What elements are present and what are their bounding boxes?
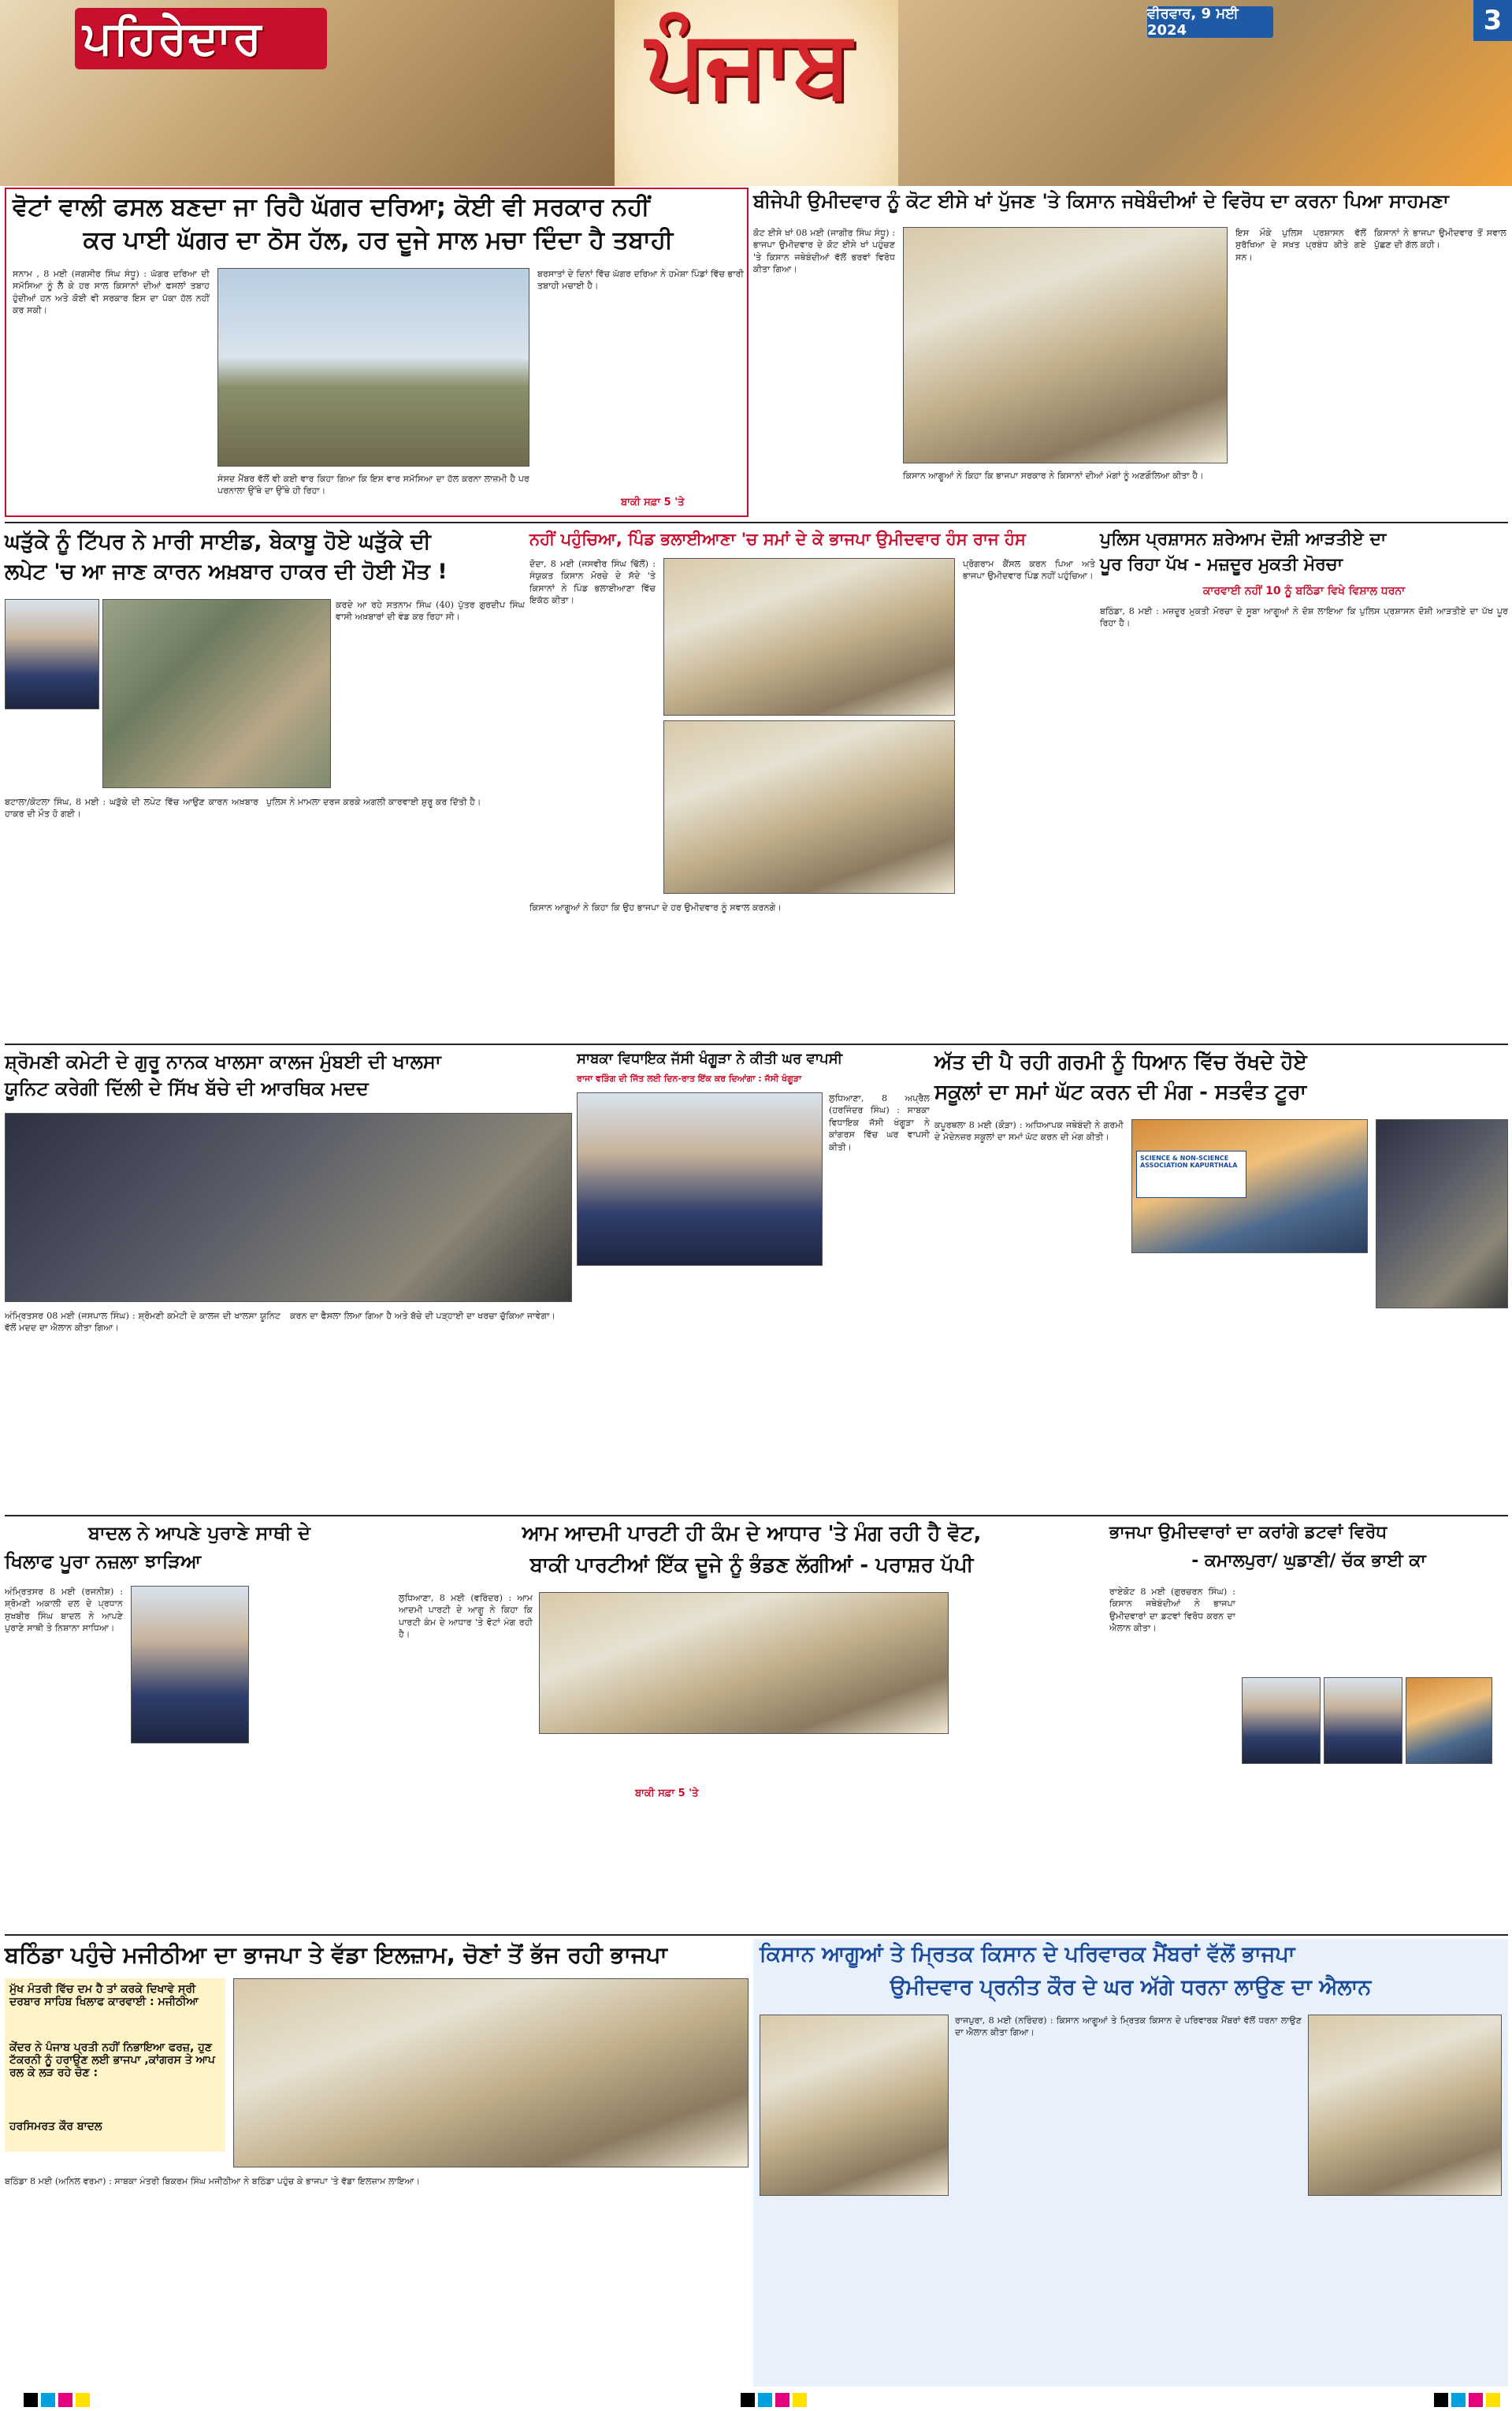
aap-photo <box>539 1592 949 1734</box>
majithia-highlights-box <box>5 1978 225 2152</box>
majithia-body: ਬਠਿੰਡਾ 8 ਮਈ (ਅਨਿਲ ਵਰਮਾ) : ਸਾਬਕਾ ਮੰਤਰੀ ਬਿਕਰਮ ਸਿੰਘ ਮਜੀਠੀਆ ਨੇ ਬਠਿੰਡਾ ਪਹੁੰਚ ਕੇ ਭਾਜਪਾ 'ਤੇ ਵੱਡਾ ਇਲਜ਼ਾਮ ਲਾਇਆ। <box>5 2176 421 2186</box>
hawker-accident-photo <box>102 599 331 788</box>
khangura-subline: ਰਾਜਾ ਵੜਿੰਗ ਦੀ ਜਿੱਤ ਲਈ ਦਿਨ-ਰਾਤ ਇੱਕ ਕਰ ਦਿਆਂਗਾ : ਜੱਸੀ ਖੰਗੂੜਾ <box>577 1073 802 1084</box>
majithia-article <box>5 1939 749 2387</box>
registration-swatch-yellow <box>76 2393 90 2407</box>
preneet-body: ਰਾਜਪੁਰਾ, 8 ਮਈ (ਨਰਿੰਦਰ) : ਕਿਸਾਨ ਆਗੂਆਂ ਤੇ ਮ੍ਰਿਤਕ ਕਿਸਾਨ ਦੇ ਪਰਿਵਾਰਕ ਮੈਂਬਰਾਂ ਵੱਲੋਂ ਧਰਨਾ ਲਾਉਣ ਦਾ ਐਲਾਨ ਕੀਤਾ ਗਿਆ। <box>955 2015 1302 2038</box>
ghaggar-headline-2: ਕਰ ਪਾਈ ਘੱਗਰ ਦਾ ਠੋਸ ਹੱਲ, ਹਰ ਦੂਜੇ ਸਾਲ ਮਚਾ ਦਿੰਦਾ ਹੈ ਤਬਾਹੀ <box>83 226 674 255</box>
registration-swatch-black <box>1434 2393 1448 2407</box>
masthead <box>0 0 1512 186</box>
bjp-protest-photo <box>903 227 1228 463</box>
registration-swatch-magenta <box>775 2393 789 2407</box>
aap-continued: ਬਾਕੀ ਸਫ਼ਾ 5 'ਤੇ <box>635 1788 699 1799</box>
schools-headline-2: ਸਕੂਲਾਂ ਦਾ ਸਮਾਂ ਘੱਟ ਕਰਨ ਦੀ ਮੰਗ - ਸਤਵੰਤ ਟੂਰਾ <box>934 1081 1307 1104</box>
bjp-protest-body-col-2: ਕਿਸਾਨ ਆਗੂਆਂ ਨੇ ਕਿਹਾ ਕਿ ਭਾਜਪਾ ਸਰਕਾਰ ਨੇ ਕਿਸਾਨਾਂ ਦੀਆਂ ਮੰਗਾਂ ਨੂੰ ਅਣਗੌਲਿਆ ਕੀਤਾ ਹੈ। <box>903 471 1204 481</box>
police-body: ਬਠਿੰਡਾ, 8 ਮਈ : ਮਜ਼ਦੂਰ ਮੁਕਤੀ ਮੋਰਚਾ ਦੇ ਸੂਬਾ ਆਗੂਆਂ ਨੇ ਦੋਸ਼ ਲਾਇਆ ਕਿ ਪੁਲਿਸ ਪ੍ਰਸ਼ਾਸਨ ਦੋਸ਼ੀ ਆੜਤੀਏ ਦਾ ਪੱਖ ਪੂਰ ਰਿਹਾ ਹੈ। <box>1100 606 1508 629</box>
hawker-headline-2: ਲਪੇਟ 'ਚ ਆ ਜਾਣ ਕਾਰਨ ਅਖ਼ਬਾਰ ਹਾਕਰ ਦੀ ਹੋਈ ਮੌਤ ! <box>5 560 448 584</box>
registration-swatch-black <box>24 2393 38 2407</box>
ghaggar-continued: ਬਾਕੀ ਸਫ਼ਾ 5 'ਤੇ <box>621 497 685 508</box>
khalsa-headline-1: ਸ਼੍ਰੋਮਣੀ ਕਮੇਟੀ ਦੇ ਗੁਰੂ ਨਾਨਕ ਖਾਲਸਾ ਕਾਲਜ ਮੁੰਬਈ ਦੀ ਖਾਲਸਾ <box>5 1051 441 1073</box>
schools-portrait <box>1376 1119 1508 1308</box>
bjp-protest-body-col-3: ਇਸ ਮੌਕੇ ਪੁਲਿਸ ਪ੍ਰਸ਼ਾਸਨ ਵੱਲੋਂ ਸੁਰੱਖਿਆ ਦੇ ਸਖ਼ਤ ਪ੍ਰਬੰਧ ਕੀਤੇ ਗਏ ਸਨ। <box>1235 228 1366 262</box>
majithia-photo <box>233 1978 749 2167</box>
khalsa-body-col-2: ਕਰਨ ਦਾ ਫੈਸਲਾ ਲਿਆ ਗਿਆ ਹੈ ਅਤੇ ਬੱਚੇ ਦੀ ਪੜ੍ਹਾਈ ਦਾ ਖਰਚਾ ਚੁੱਕਿਆ ਜਾਵੇਗਾ। <box>290 1311 556 1321</box>
badal-article <box>5 1520 394 1929</box>
hansraj-body-col-1: ਦੋਦਾ, 8 ਮਈ (ਜਸਵੀਰ ਸਿੰਘ ਢਿੱਲੋਂ) : ਸੰਯੁਕਤ ਕਿਸਾਨ ਮੋਰਚੇ ਦੇ ਸੱਦੇ 'ਤੇ ਕਿਸਾਨਾਂ ਨੇ ਪਿੰਡ ਭਲਾਈਆਣਾ ਵਿੱਚ ਇਕੱਠ ਕੀਤਾ। <box>529 559 656 606</box>
preneet-photo-1 <box>760 2015 949 2196</box>
registration-swatch-cyan <box>41 2393 55 2407</box>
divider <box>5 1934 1508 1936</box>
divider <box>5 1515 1508 1516</box>
registration-swatch-black <box>741 2393 755 2407</box>
ghaggar-article <box>5 188 749 517</box>
divider <box>5 1044 1508 1045</box>
police-article <box>1100 526 1508 1039</box>
khangura-photo <box>577 1092 823 1266</box>
registration-swatch-magenta <box>1469 2393 1483 2407</box>
badal-headline-2: ਖਿਲਾਫ ਪੂਰਾ ਨਜ਼ਲਾ ਝਾੜਿਆ <box>5 1550 202 1572</box>
page-number: 3 <box>1473 0 1512 41</box>
bku-headline-2: - ਕਮਾਲਪੁਰਾ/ ਘੁਡਾਣੀ/ ਚੱਕ ਭਾਈ ਕਾ <box>1191 1551 1426 1571</box>
bjp-protest-body-col-4: ਕਿਸਾਨਾਂ ਨੇ ਭਾਜਪਾ ਉਮੀਦਵਾਰ ਤੋਂ ਸਵਾਲ ਪੁੱਛਣ ਦੀ ਗੱਲ ਕਹੀ। <box>1374 228 1506 251</box>
schools-headline-1: ਅੱਤ ਦੀ ਪੈ ਰਹੀ ਗਰਮੀ ਨੂੰ ਧਿਆਨ ਵਿੱਚ ਰੱਖਦੇ ਹੋਏ <box>934 1051 1307 1074</box>
majithia-bullet-2: ਕੇਂਦਰ ਨੇ ਪੰਜਾਬ ਪ੍ਰਤੀ ਨਹੀਂ ਨਿਭਾਇਆ ਫਰਜ਼, ਹੁਣ ਟੱਕਰਨੀ ਨੂੰ ਹਰਾਉਣ ਲਈ ਭਾਜਪਾ ,ਕਾਂਗਰਸ ਤੇ ਆਪ ਰਲ ਕੇ ਲੜ ਰਹੇ ਚੋਣ : <box>9 2041 215 2080</box>
hansraj-body-col-2: ਪ੍ਰੋਗਰਾਮ ਕੈਂਸਲ ਕਰਨ ਪਿਆ ਅਤੇ ਭਾਜਪਾ ਉਮੀਦਵਾਰ ਪਿੰਡ ਨਹੀਂ ਪਹੁੰਚਿਆ। <box>963 559 1095 582</box>
hansraj-body-col-3: ਕਿਸਾਨ ਆਗੂਆਂ ਨੇ ਕਿਹਾ ਕਿ ਉਹ ਭਾਜਪਾ ਦੇ ਹਰ ਉਮੀਦਵਾਰ ਨੂੰ ਸਵਾਲ ਕਰਨਗੇ। <box>529 902 782 913</box>
ghaggar-river-photo <box>217 268 529 467</box>
bjp-protest-body-col-1: ਕੋਟ ਈਸੇ ਖਾਂ 08 ਮਈ (ਜਾਗੀਰ ਸਿੰਘ ਸੰਧੂ) : ਭਾਜਪਾ ਉਮੀਦਵਾਰ ਦੇ ਕੋਟ ਈਸੇ ਖਾਂ ਪਹੁੰਚਣ 'ਤੇ ਕਿਸਾਨ ਜਥੇਬੰਦੀਆਂ ਵੱਲੋਂ ਭਰਵਾਂ ਵਿਰੋਧ ਕੀਤਾ ਗਿਆ। <box>753 228 895 275</box>
preneet-headline-2: ਉਮੀਦਵਾਰ ਪ੍ਰਨੀਤ ਕੌਰ ਦੇ ਘਰ ਅੱਗੇ ਧਰਨਾ ਲਾਉਣ ਦਾ ਐਲਾਨ <box>890 1975 1372 2000</box>
aap-article <box>399 1520 1105 1929</box>
khangura-body-col-1: ਲੁਧਿਆਣਾ, 8 ਅਪ੍ਰੈਲ (ਹਰਜਿੰਦਰ ਸਿੰਘ) : ਸਾਬਕਾ ਵਿਧਾਇਕ ਜੱਸੀ ਖੰਗੂੜਾ ਨੇ ਕਾਂਗਰਸ ਵਿੱਚ ਘਰ ਵਾਪਸੀ ਕੀਤੀ। <box>829 1093 930 1152</box>
bjp-protest-article <box>753 188 1508 517</box>
registration-swatch-yellow <box>793 2393 807 2407</box>
issue-date: ਵੀਰਵਾਰ, 9 ਮਈ 2024 <box>1147 6 1273 38</box>
registration-swatch-magenta <box>58 2393 72 2407</box>
hansraj-article <box>529 526 1095 1039</box>
khalsa-body-col-1: ਅੰਮ੍ਰਿਤਸਰ 08 ਮਈ (ਜਸਪਾਲ ਸਿੰਘ) : ਸ਼੍ਰੋਮਣੀ ਕਮੇਟੀ ਦੇ ਕਾਲਜ ਦੀ ਖਾਲਸਾ ਯੂਨਿਟ ਵੱਲੋਂ ਮਦਦ ਦਾ ਐਲਾਨ ਕੀਤਾ ਗਿਆ। <box>5 1311 280 1334</box>
hansraj-photo-2 <box>663 720 955 894</box>
police-headline-2: ਪੂਰ ਰਿਹਾ ਪੱਖ - ਮਜ਼ਦੂਰ ਮੁਕਤੀ ਮੋਰਚਾ <box>1100 555 1343 575</box>
badal-body-col-1: ਅੰਮ੍ਰਿਤਸਰ 8 ਮਈ (ਰਜਨੀਸ਼) : ਸ਼੍ਰੋਮਣੀ ਅਕਾਲੀ ਦਲ ਦੇ ਪ੍ਰਧਾਨ ਸੁਖਬੀਰ ਸਿੰਘ ਬਾਦਲ ਨੇ ਆਪਣੇ ਪੁਰਾਣੇ ਸਾਥੀ ਤੇ ਨਿਸ਼ਾਨਾ ਸਾਧਿਆ। <box>5 1587 123 1634</box>
bjp-protest-headline: ਬੀਜੇਪੀ ਉਮੀਦਵਾਰ ਨੂੰ ਕੋਟ ਈਸੇ ਖਾਂ ਪੁੱਜਣ 'ਤੇ ਕਿਸਾਨ ਜਥੇਬੰਦੀਆਂ ਦੇ ਵਿਰੋਧ ਦਾ ਕਰਨਾ ਪਿਆ ਸਾਹਮਣਾ <box>753 190 1449 212</box>
registration-swatch-cyan <box>1451 2393 1466 2407</box>
police-subline: ਕਾਰਵਾਈ ਨਹੀਂ 10 ਨੂੰ ਬਠਿੰਡਾ ਵਿਖੇ ਵਿਸ਼ਾਲ ਧਰਨਾ <box>1202 585 1406 597</box>
bku-article <box>1109 1520 1508 1929</box>
hawker-article <box>5 526 525 1039</box>
registration-swatch-yellow <box>1486 2393 1500 2407</box>
hawker-headline-1: ਘੜੁੱਕੇ ਨੂੰ ਟਿੱਪਰ ਨੇ ਮਾਰੀ ਸਾਈਡ, ਬੇਕਾਬੂ ਹੋਏ ਘੜੁੱਕੇ ਦੀ <box>5 530 431 554</box>
ghaggar-body-col-3: ਬਰਸਾਤਾਂ ਦੇ ਦਿਨਾਂ ਵਿੱਚ ਘੱਗਰ ਦਰਿਆ ਨੇ ਹਮੇਸ਼ਾ ਪਿੰਡਾਂ ਵਿੱਚ ਭਾਰੀ ਤਬਾਹੀ ਮਚਾਈ ਹੈ। <box>537 269 744 292</box>
khangura-headline: ਸਾਬਕਾ ਵਿਧਾਇਕ ਜੱਸੀ ਖੰਗੂੜਾ ਨੇ ਕੀਤੀ ਘਰ ਵਾਪਸੀ <box>577 1051 842 1067</box>
divider <box>5 522 1508 523</box>
schools-banner: SCIENCE & NON-SCIENCE ASSOCIATION KAPURTHALA <box>1136 1151 1246 1198</box>
khangura-article <box>577 1048 930 1510</box>
badal-photo <box>131 1586 249 1743</box>
bku-body: ਰਾਏਕੋਟ 8 ਮਈ (ਗੁਰਚਰਨ ਸਿੰਘ) : ਕਿਸਾਨ ਜਥੇਬੰਦੀਆਂ ਨੇ ਭਾਜਪਾ ਉਮੀਦਵਾਰਾਂ ਦਾ ਡਟਵਾਂ ਵਿਰੋਧ ਕਰਨ ਦਾ ਐਲਾਨ ਕੀਤਾ। <box>1109 1587 1235 1634</box>
bku-headline-1: ਭਾਜਪਾ ਉਮੀਦਵਾਰਾਂ ਦਾ ਕਰਾਂਗੇ ਡਟਵਾਂ ਵਿਰੋਧ <box>1109 1523 1388 1542</box>
schools-body: ਕਪੂਰਥਲਾ 8 ਮਈ (ਕੌੜਾ) : ਅਧਿਆਪਕ ਜਥੇਬੰਦੀ ਨੇ ਗਰਮੀ ਦੇ ਮੱਦੇਨਜ਼ਰ ਸਕੂਲਾਂ ਦਾ ਸਮਾਂ ਘੱਟ ਕਰਨ ਦੀ ਮੰਗ ਕੀਤੀ। <box>934 1120 1124 1143</box>
badal-headline-1: ਬਾਦਲ ਨੇ ਆਪਣੇ ਪੁਰਾਣੇ ਸਾਥੀ ਦੇ <box>88 1522 310 1544</box>
section-title: ਪੰਜਾਬ <box>646 8 852 117</box>
khalsa-headline-2: ਯੂਨਿਟ ਕਰੇਗੀ ਦਿੱਲੀ ਦੇ ਸਿੱਖ ਬੱਚੇ ਦੀ ਆਰਥਿਕ ਮਦਦ <box>5 1077 369 1099</box>
khalsa-college-article <box>5 1048 572 1510</box>
majithia-headline: ਬਠਿੰਡਾ ਪਹੁੰਚੇ ਮਜੀਠੀਆ ਦਾ ਭਾਜਪਾ ਤੇ ਵੱਡਾ ਇਲਜ਼ਾਮ, ਚੋਣਾਂ ਤੋਂ ਭੱਜ ਰਹੀ ਭਾਜਪਾ <box>5 1941 667 1968</box>
hawker-victim-photo <box>5 599 99 709</box>
ghaggar-body-col-2: ਸੰਸਦ ਮੈਂਬਰ ਵੱਲੋਂ ਵੀ ਕਈ ਵਾਰ ਕਿਹਾ ਗਿਆ ਕਿ ਇਸ ਵਾਰ ਸਮੱਸਿਆ ਦਾ ਹੱਲ ਕਰਨਾ ਲਾਜ਼ਮੀ ਹੈ ਪਰ ਪਰਨਾਲਾ ਉੱਥੇ ਦਾ ਉੱਥੇ ਹੀ ਰਿਹਾ। <box>217 474 529 497</box>
print-registration-strip <box>0 2389 1512 2411</box>
majithia-bullet-1: ਮੁੱਖ ਮੰਤਰੀ ਵਿੱਚ ਦਮ ਹੈ ਤਾਂ ਕਰਕੇ ਦਿਖਾਵੇ ਸ੍ਰੀ ਦਰਬਾਰ ਸਾਹਿਬ ਖਿਲਾਫ ਕਾਰਵਾਈ : ਮਜੀਠੀਆ <box>9 1983 199 2009</box>
preneet-photo-2 <box>1308 2015 1502 2196</box>
hawker-body-col-3: ਪੁਲਿਸ ਨੇ ਮਾਮਲਾ ਦਰਜ ਕਰਕੇ ਅਗਲੀ ਕਾਰਵਾਈ ਸ਼ੁਰੂ ਕਰ ਦਿੱਤੀ ਹੈ। <box>266 797 481 807</box>
schools-article <box>934 1048 1508 1510</box>
aap-headline-2: ਬਾਕੀ ਪਾਰਟੀਆਂ ਇੱਕ ਦੂਜੇ ਨੂੰ ਭੰਡਣ ਲੱਗੀਆਂ - ਪਰਾਸ਼ਰ ਪੱਪੀ <box>529 1553 974 1577</box>
hawker-body-col-1: ਕਰਦੇ ਆ ਰਹੇ ਸਤਨਾਮ ਸਿੰਘ (40) ਪੁੱਤਰ ਗੁਰਦੀਪ ਸਿੰਘ ਵਾਸੀ ਅਖ਼ਬਾਰਾਂ ਦੀ ਵੰਡ ਕਰ ਰਿਹਾ ਸੀ। <box>336 600 525 623</box>
registration-swatch-cyan <box>758 2393 772 2407</box>
ghaggar-headline-1: ਵੋਟਾਂ ਵਾਲੀ ਫਸਲ ਬਣਦਾ ਜਾ ਰਿਹੈ ਘੱਗਰ ਦਰਿਆ; ਕੋਈ ਵੀ ਸਰਕਾਰ ਨਹੀਂ <box>13 193 650 221</box>
aap-body-col-1: ਲੁਧਿਆਣਾ, 8 ਮਈ (ਵਰਿੰਦਰ) : ਆਮ ਆਦਮੀ ਪਾਰਟੀ ਦੇ ਆਗੂ ਨੇ ਕਿਹਾ ਕਿ ਪਾਰਟੀ ਕੰਮ ਦੇ ਆਧਾਰ 'ਤੇ ਵੋਟਾਂ ਮੰਗ ਰਹੀ ਹੈ। <box>399 1593 533 1640</box>
police-headline-1: ਪੁਲਿਸ ਪ੍ਰਸ਼ਾਸਨ ਸ਼ਰੇਆਮ ਦੋਸ਼ੀ ਆੜਤੀਏ ਦਾ <box>1100 530 1387 549</box>
hansraj-headline: ਨਹੀਂ ਪਹੁੰਚਿਆ, ਪਿੰਡ ਭਲਾਈਆਣਾ 'ਚ ਸਮਾਂ ਦੇ ਕੇ ਭਾਜਪਾ ਉਮੀਦਵਾਰ ਹੰਸ ਰਾਜ ਹੰਸ <box>529 530 1026 549</box>
preneet-headline-1: ਕਿਸਾਨ ਆਗੂਆਂ ਤੇ ਮ੍ਰਿਤਕ ਕਿਸਾਨ ਦੇ ਪਰਿਵਾਰਕ ਮੈਂਬਰਾਂ ਵੱਲੋਂ ਭਾਜਪਾ <box>760 1942 1295 1966</box>
bku-photo-3 <box>1406 1677 1492 1764</box>
ghaggar-body-col-1: ਸਨਾਮ , 8 ਮਈ (ਜਗਸੀਰ ਸਿੰਘ ਸੰਧੂ) : ਘੱਗਰ ਦਰਿਆ ਦੀ ਸਮੱਸਿਆ ਨੂੰ ਲੈ ਕੇ ਹਰ ਸਾਲ ਕਿਸਾਨਾਂ ਦੀਆਂ ਫਸਲਾਂ ਤਬਾਹ ਹੁੰਦੀਆਂ ਹਨ ਅਤੇ ਕੋਈ ਵੀ ਸਰਕਾਰ ਇਸ ਦਾ ਪੱਕਾ ਹੱਲ ਨਹੀਂ ਕਰ ਸਕੀ। <box>13 269 210 316</box>
hansraj-photo-1 <box>663 558 955 716</box>
preneet-article <box>753 1939 1508 2387</box>
paper-name: ਪਹਿਰੇਦਾਰ <box>83 11 263 65</box>
hawker-body-col-2: ਬਟਾਲਾ/ਕੋਟਲਾ ਸਿੰਘ, 8 ਮਈ : ਘੜੁੱਕੇ ਦੀ ਲਪੇਟ ਵਿੱਚ ਆਉਣ ਕਾਰਨ ਅਖ਼ਬਾਰ ਹਾਕਰ ਦੀ ਮੌਤ ਹੋ ਗਈ। <box>5 797 258 820</box>
aap-headline-1: ਆਮ ਆਦਮੀ ਪਾਰਟੀ ਹੀ ਕੰਮ ਦੇ ਆਧਾਰ 'ਤੇ ਮੰਗ ਰਹੀ ਹੈ ਵੋਟ, <box>522 1522 982 1546</box>
bku-photo-2 <box>1324 1677 1402 1764</box>
khalsa-group-photo <box>5 1113 572 1302</box>
bku-photo-1 <box>1242 1677 1321 1764</box>
majithia-byline: ਹਰਸਿਮਰਤ ਕੌਰ ਬਾਦਲ <box>9 2120 102 2133</box>
